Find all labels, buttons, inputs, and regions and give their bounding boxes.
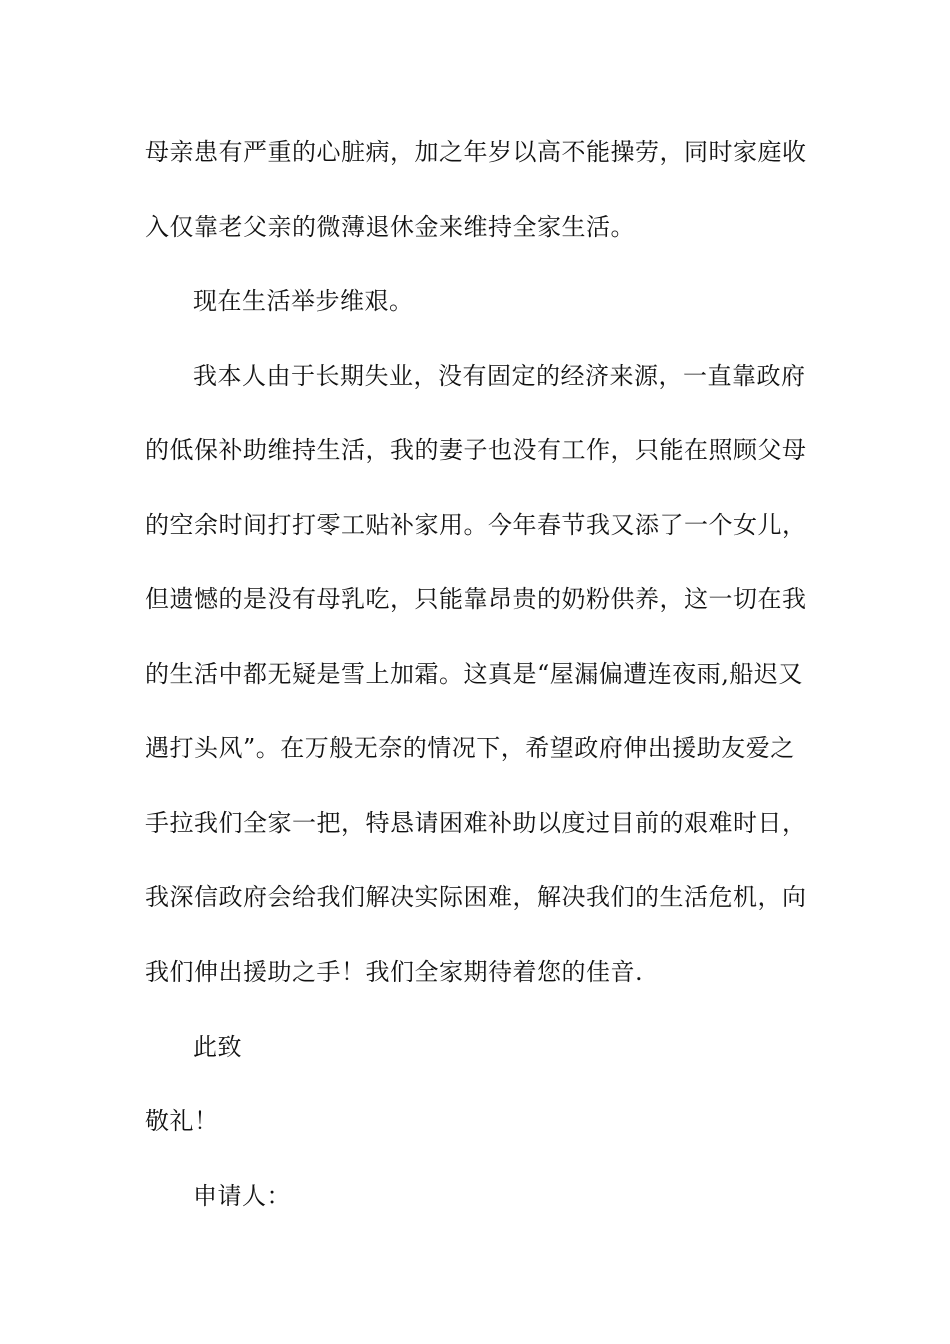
text-line-11: 我深信政府会给我们解决实际困难，解决我们的生活危机，向 [145, 883, 807, 911]
text-line-9: 遇打头风”。在万般无奈的情况下，希望政府伸出援助友爱之 [145, 734, 795, 762]
text-line-4: 我本人由于长期失业，没有固定的经济来源，一直靠政府 [193, 362, 806, 390]
applicant-label: 申请人： [193, 1182, 291, 1210]
text-line-1: 母亲患有严重的心脏病，加之年岁以高不能操劳，同时家庭收 [145, 138, 807, 166]
text-line-6: 的空余时间打打零工贴补家用。今年春节我又添了一个女儿， [145, 511, 807, 539]
text-line-2: 入仅靠老父亲的微薄退休金来维持全家生活。 [145, 213, 635, 241]
text-line-12: 我们伸出援助之手！我们全家期待着您的佳音. [145, 958, 644, 986]
text-line-3: 现在生活举步维艰。 [193, 287, 414, 315]
text-line-8: 的生活中都无疑是雪上加霜。这真是“屋漏偏遭连夜雨,船迟又 [145, 660, 803, 688]
text-line-7: 但遗憾的是没有母乳吃，只能靠昂贵的奶粉供养，这一切在我 [145, 585, 807, 613]
text-line-5: 的低保补助维持生活，我的妻子也没有工作，只能在照顾父母 [145, 436, 807, 464]
closing-salutation: 此致 [193, 1033, 242, 1061]
closing-respect: 敬礼！ [145, 1107, 219, 1135]
text-line-10: 手拉我们全家一把，特恳请困难补助以度过目前的艰难时日， [145, 809, 807, 837]
